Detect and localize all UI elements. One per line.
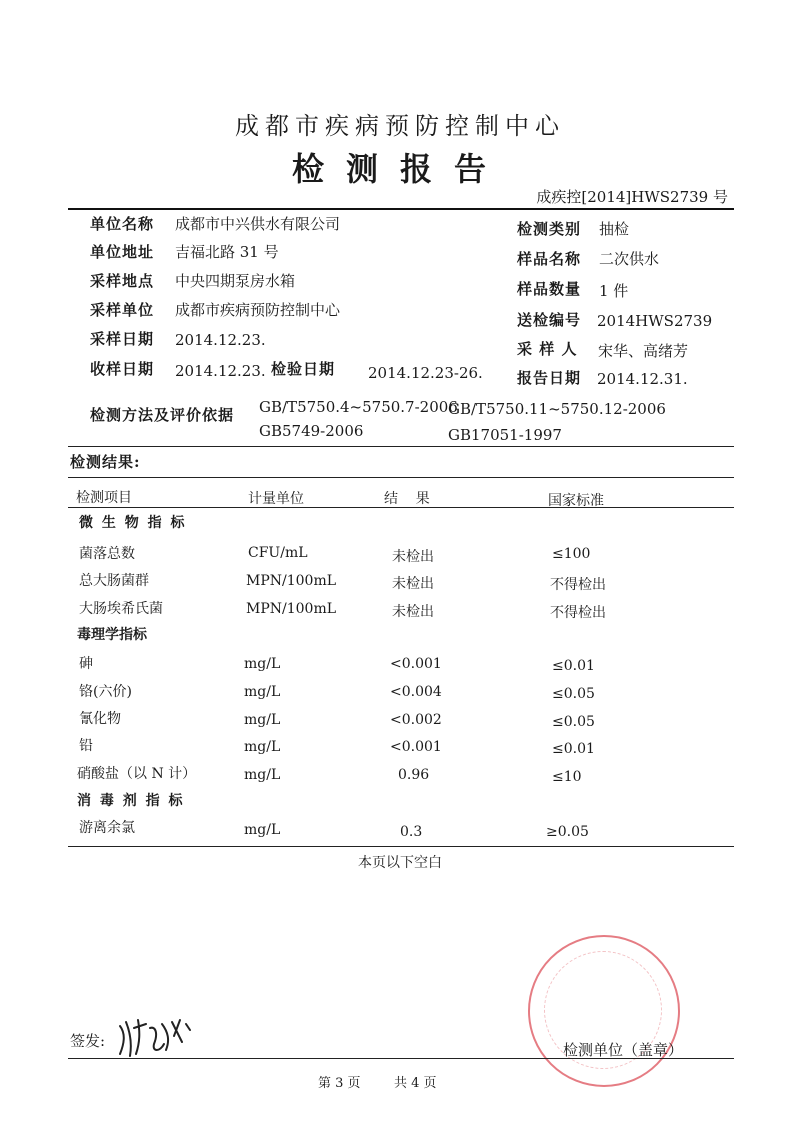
- table-row-result: <0.001: [390, 656, 442, 672]
- table-row-unit: MPN/100mL: [246, 573, 337, 589]
- table-row-item: 铅: [79, 738, 93, 754]
- method-label: 检测方法及评价依据: [90, 406, 235, 424]
- sign-label: 签发:: [70, 1032, 106, 1050]
- table-row-standard: ≤0.05: [552, 686, 595, 702]
- col-standard-header: 国家标准: [548, 493, 604, 509]
- table-row-result: 未检出: [392, 576, 434, 592]
- sample-qty-label: 样品数量: [517, 280, 582, 298]
- table-row-item: 游离余氯: [79, 820, 135, 836]
- submit-no-label: 送检编号: [517, 311, 582, 329]
- table-row-standard: ≥0.05: [546, 824, 589, 840]
- method-standard: GB17051-1997: [448, 426, 562, 444]
- divider: [68, 446, 734, 447]
- report-number: 成疾控[2014]HWS2739 号: [536, 188, 728, 206]
- table-row-result: <0.001: [390, 739, 442, 755]
- table-row-result: 未检出: [392, 549, 434, 565]
- table-row-standard: 不得检出: [550, 605, 606, 621]
- table-row-standard: ≤100: [552, 546, 591, 562]
- test-date-value: 2014.12.23-26.: [368, 364, 483, 382]
- table-row-standard: 不得检出: [550, 577, 606, 593]
- table-row-result: 0.3: [400, 824, 423, 840]
- table-row-item: 菌落总数: [79, 546, 135, 562]
- table-row-result: <0.002: [390, 712, 442, 728]
- table-row-unit: mg/L: [244, 739, 281, 755]
- unit-name-value: 成都市中兴供水有限公司: [175, 215, 341, 233]
- col-unit-header: 计量单位: [248, 491, 304, 507]
- sampling-unit-value: 成都市疾病预防控制中心: [175, 301, 341, 319]
- sample-name-value: 二次供水: [599, 250, 660, 268]
- results-heading: 检测结果:: [70, 453, 141, 471]
- report-date-value: 2014.12.31.: [597, 370, 688, 388]
- table-row-result: <0.004: [390, 684, 442, 700]
- sampling-date-label: 采样日期: [90, 330, 155, 348]
- col-item-header: 检测项目: [76, 490, 132, 506]
- section-toxicology: 毒理学指标: [77, 627, 147, 643]
- test-type-label: 检测类别: [517, 220, 582, 238]
- sampling-unit-label: 采样单位: [90, 301, 155, 319]
- section-disinfectant: 消 毒 剂 指 标: [77, 793, 185, 809]
- table-row-item: 总大肠菌群: [79, 573, 149, 589]
- method-standard: GB/T5750.4~5750.7-2006: [259, 398, 458, 416]
- divider: [68, 507, 734, 508]
- submit-no-value: 2014HWS2739: [597, 312, 713, 330]
- sampling-date-value: 2014.12.23.: [175, 331, 266, 349]
- table-row-item: 砷: [79, 656, 93, 672]
- table-row-unit: mg/L: [244, 684, 281, 700]
- table-row-standard: ≤10: [552, 769, 582, 785]
- sample-qty-value: 1 件: [599, 282, 629, 300]
- table-row-unit: mg/L: [244, 767, 281, 783]
- table-row-item: 大肠埃希氏菌: [79, 601, 163, 617]
- test-date-label: 检验日期: [271, 360, 336, 378]
- table-row-standard: ≤0.01: [552, 658, 595, 674]
- table-row-result: 0.96: [398, 767, 430, 783]
- table-row-item: 铬(六价): [79, 684, 132, 700]
- method-standard: GB5749-2006: [259, 422, 364, 440]
- sampling-site-value: 中央四期泵房水箱: [175, 272, 296, 290]
- official-seal: [528, 935, 680, 1087]
- sample-name-label: 样品名称: [517, 250, 582, 268]
- org-name: 成都市疾病预防控制中心: [235, 112, 565, 140]
- sampler-label: 采 样 人: [517, 340, 578, 358]
- table-row-result: 未检出: [392, 604, 434, 620]
- receive-date-label: 收样日期: [90, 360, 155, 378]
- test-type-value: 抽检: [599, 220, 630, 238]
- page-title: 检测报告: [291, 150, 508, 188]
- table-row-item: 硝酸盐（以 N 计）: [77, 766, 197, 782]
- table-row-item: 氰化物: [79, 711, 121, 727]
- table-row-standard: ≤0.05: [552, 714, 595, 730]
- sampling-site-label: 采样地点: [90, 272, 155, 290]
- table-row-standard: ≤0.01: [552, 741, 595, 757]
- table-row-unit: mg/L: [244, 712, 281, 728]
- page-total: 共 4 页: [394, 1076, 437, 1091]
- test-unit-label: 检测单位（盖章）: [563, 1041, 684, 1059]
- receive-date-value: 2014.12.23.: [175, 362, 266, 380]
- method-standard: GB/T5750.11~5750.12-2006: [448, 400, 666, 418]
- page-number: 第 3 页: [318, 1076, 361, 1091]
- blank-note: 本页以下空白: [358, 855, 442, 871]
- report-date-label: 报告日期: [517, 369, 582, 387]
- unit-addr-label: 单位地址: [90, 243, 155, 261]
- table-row-unit: mg/L: [244, 656, 281, 672]
- col-result-header: 结 果: [384, 491, 430, 507]
- sampler-value: 宋华、高绪芳: [598, 342, 689, 360]
- table-row-unit: CFU/mL: [248, 545, 308, 561]
- table-row-unit: mg/L: [244, 822, 281, 838]
- divider: [68, 477, 734, 478]
- signature: [116, 1014, 196, 1058]
- section-microbial: 微 生 物 指 标: [79, 515, 187, 531]
- unit-name-label: 单位名称: [90, 215, 155, 233]
- divider: [68, 208, 734, 210]
- divider: [68, 846, 734, 847]
- unit-addr-value: 吉福北路 31 号: [175, 243, 279, 261]
- table-row-unit: MPN/100mL: [246, 601, 337, 617]
